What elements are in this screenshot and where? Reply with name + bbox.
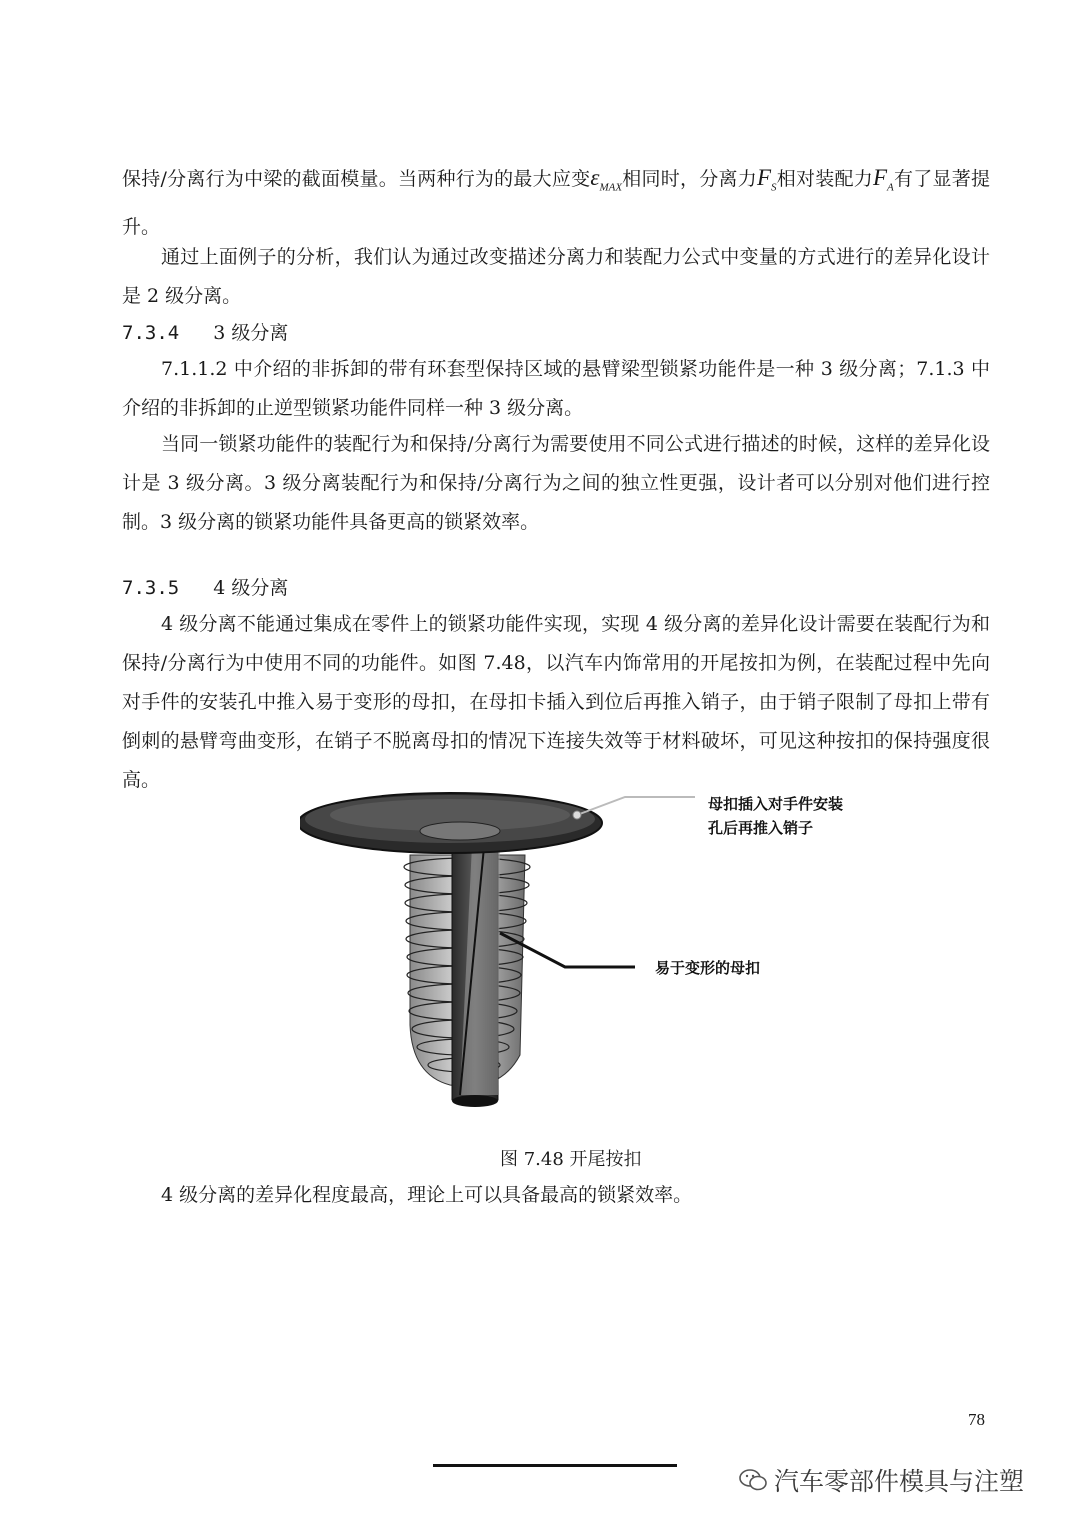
figure-caption: 图 7.48 开尾按扣	[500, 1149, 642, 1170]
section-title: 3 级分离	[213, 322, 289, 344]
section-number: 7.3.5	[122, 577, 180, 599]
paragraph-level3-definition: 当同一锁紧功能件的装配行为和保持/分离行为需要使用不同公式进行描述的时候，这样的差异化设计是 3 级分离。3 级分离装配行为和保持/分离行为之间的独立性更强，设计者可以分别对他们进行控制。3 级分离的锁紧功能件具备更高的锁紧效率。	[122, 433, 990, 533]
callout-deformable-grommet: 易于变形的母扣	[655, 959, 761, 977]
fs-symbol: $F_S$	[756, 165, 777, 194]
figure-7-48	[300, 775, 900, 1120]
paragraph-level3-examples: 7.1.1.2 中介绍的非拆卸的带有环套型保持区域的悬臂梁型锁紧功能件是一种 3 级分离；7.1.3 中介绍的非拆卸的止逆型锁紧功能件同样一种 3 级分离。	[122, 358, 990, 419]
section-number: 7.3.4	[122, 322, 180, 344]
page-number: 78	[968, 1410, 985, 1429]
wechat-icon	[738, 1467, 768, 1493]
paragraph-conclusion: 4 级分离的差异化程度最高，理论上可以具备最高的锁紧效率。	[161, 1184, 693, 1206]
section-title: 4 级分离	[213, 577, 289, 599]
wechat-watermark: 汽车零部件模具与注塑	[738, 1462, 1024, 1498]
paragraph-level2: 通过上面例子的分析，我们认为通过改变描述分离力和装配力公式中变量的方式进行的差异化设计是 2 级分离。	[122, 246, 990, 307]
fa-symbol: $F_A$	[872, 165, 894, 194]
epsilon-max-symbol: $\varepsilon_{MAX}$	[590, 165, 623, 194]
callout-insert-pin: 母扣插入对手件安装 孔后再推入销子	[708, 795, 844, 837]
footer-divider	[433, 1464, 677, 1467]
section-heading-7-3-5	[122, 573, 288, 603]
paragraph-level4: 4 级分离不能通过集成在零件上的锁紧功能件实现，实现 4 级分离的差异化设计需要在装配行为和保持/分离行为中使用不同的功能件。如图 7.48，以汽车内饰常用的开尾按扣为例，在装配过程中先向对手件的安装孔中推入易于变形的母扣，在母扣卡插入到位后再推入销子，由于销子限制了母扣上带有倒刺的悬臂弯曲变形，在销子不脱离母扣的情况下连接失效等于材料破坏，可见这种按扣的保持强度很高。	[122, 613, 990, 791]
section-heading-7-3-4	[122, 318, 288, 348]
paragraph-section-modulus: 保持/分离行为中梁的截面模量。当两种行为的最大应变$\varepsilon_{MAX}$相同时，分离力$F_S$相对装配力$F_A$有了显著提升。	[122, 165, 990, 238]
